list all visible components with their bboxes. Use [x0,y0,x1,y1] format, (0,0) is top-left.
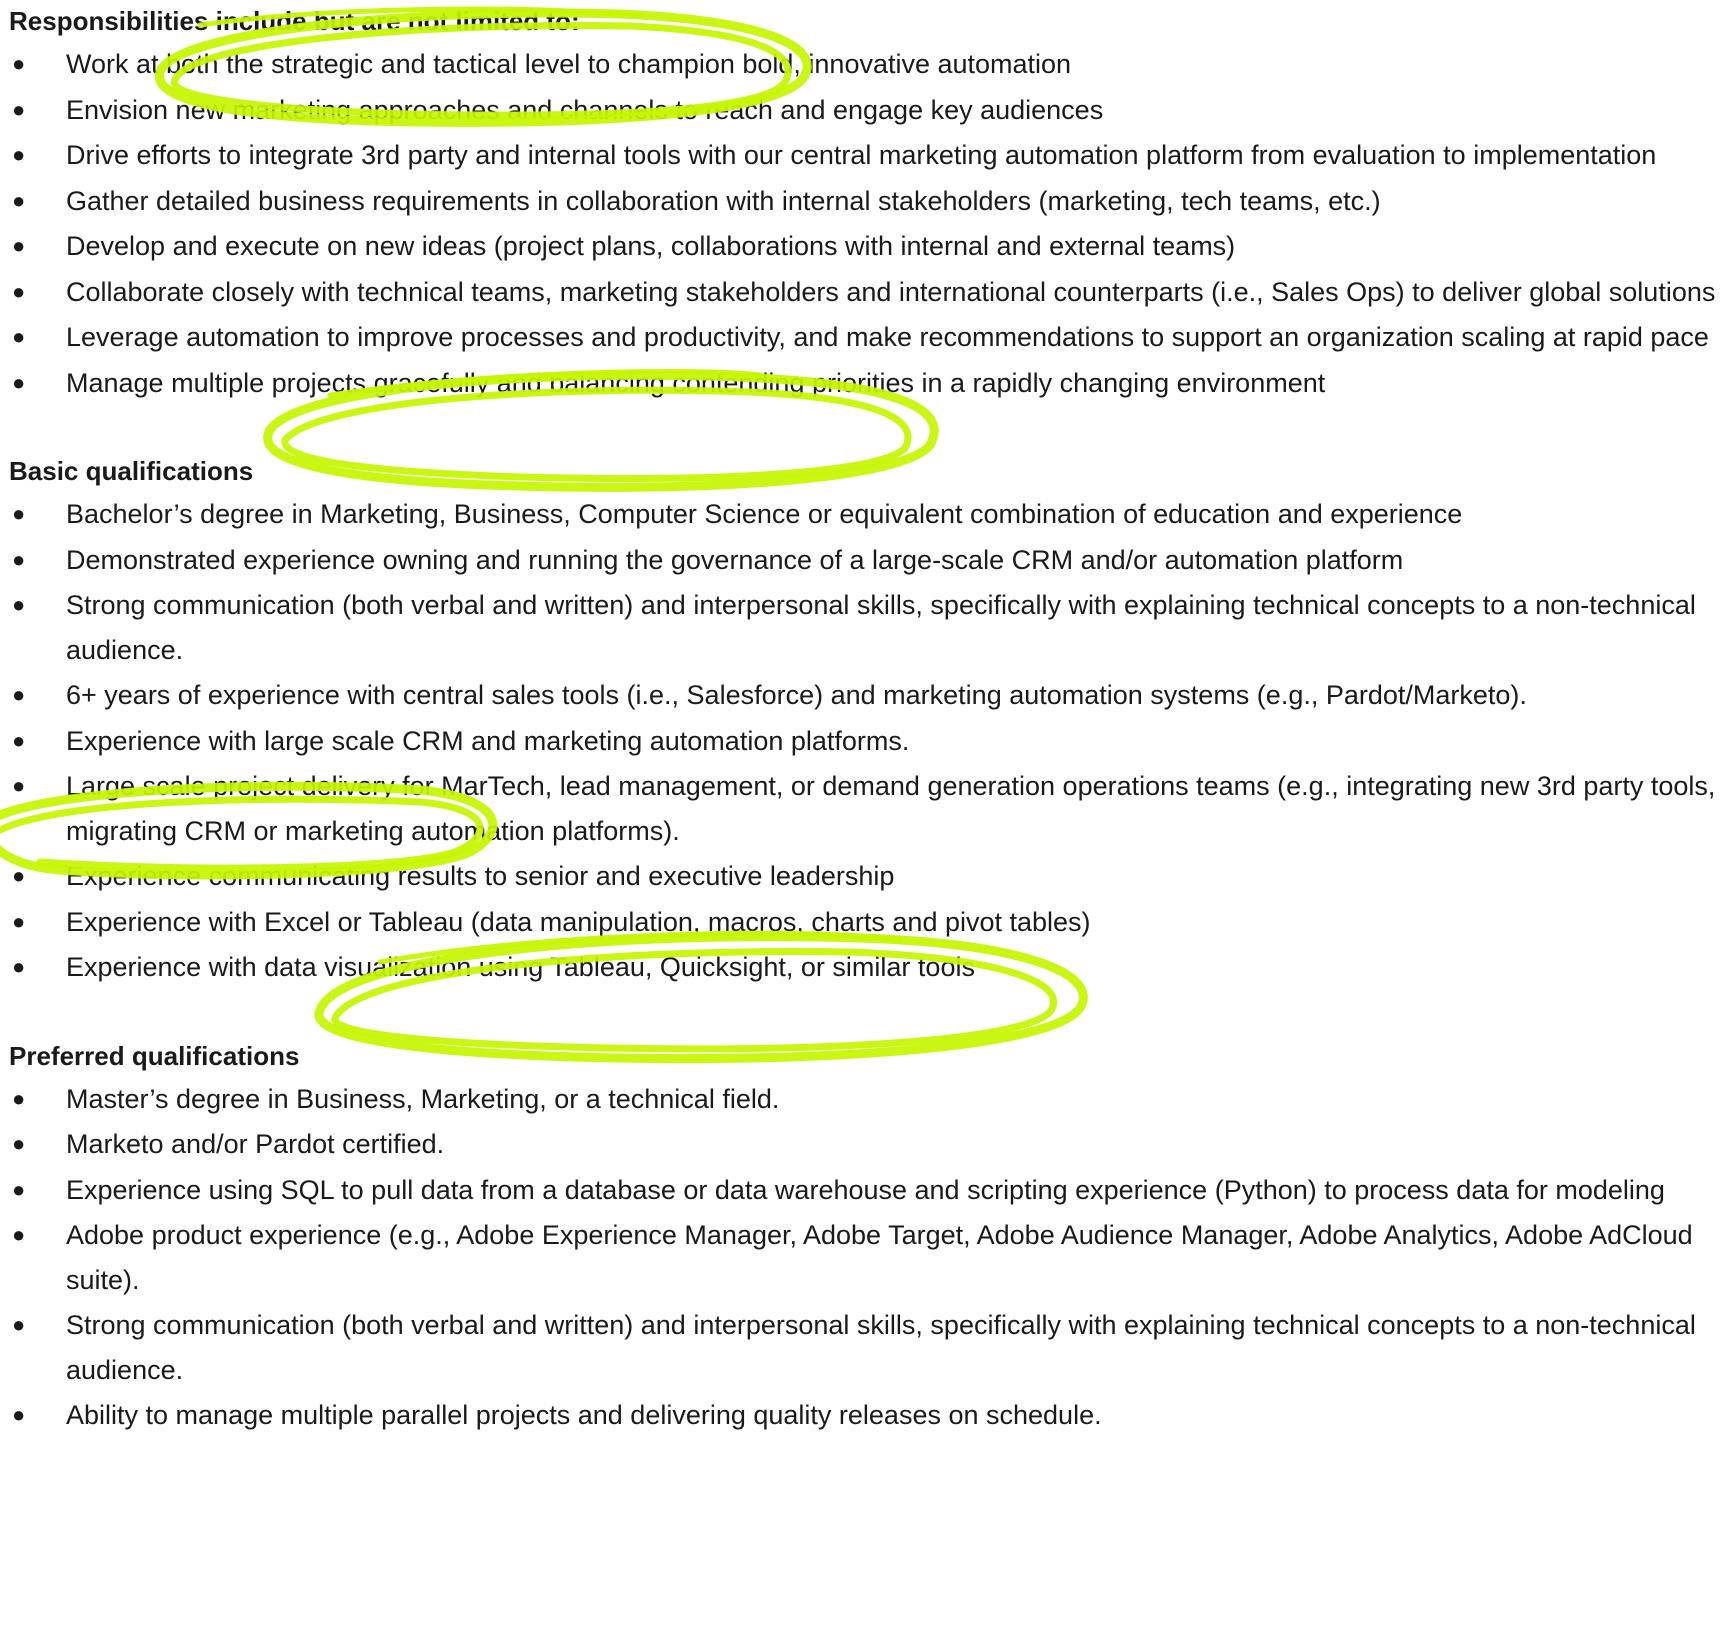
section-spacer [9,991,1721,1035]
list-item: ● Experience with Excel or Tableau (data manipulation, macros, charts and pivot tables) [9,900,1722,945]
bullet-icon: ● [12,592,26,617]
bullet-icon: ● [12,863,26,888]
bullet-icon: ● [12,954,26,979]
basic-qualifications-list [9,492,1721,990]
preferred-qualifications-heading: Preferred qualifications [9,1040,300,1071]
list-item: ● Work at both the strategic and tactical level to champion bold, innovative automation [9,42,1722,87]
list-item: ● Leverage automation to improve processes and productivity, and make recommendations to support an organization scaling at rapid pace [9,315,1722,360]
bullet-icon: ● [12,727,26,753]
responsibilities-heading: Responsibilities include but are not limited to: [9,6,580,36]
list-item: ● Marketo and/or Pardot certified. [9,1122,1722,1167]
bullet-icon: ● [12,1222,26,1247]
bullet-icon: ● [12,51,26,76]
list-item: ● Manage multiple projects gracefully and balancing contending priorities in a rapidly changing environment [9,361,1722,406]
bullet-icon: ● [12,1312,26,1337]
list-item: ● Experience communicating results to senior and executive leadership [9,854,1722,899]
list-item: ● Ability to manage multiple parallel projects and delivering quality releases on schedule. [9,1393,1722,1438]
bullet-icon: ● [12,1131,26,1156]
job-description-document [9,0,1721,1439]
list-item: ● Strong communication (both verbal and written) and interpersonal skills, specifically with explaining technical concepts to a non-technical audience. [9,583,1722,672]
list-item: ● Collaborate closely with technical teams, marketing stakeholders and international counterparts (i.e., Sales Ops) to deliver global solutions [9,270,1722,315]
bullet-icon: ● [12,501,26,526]
bullet-icon: ● [12,682,26,707]
bullet-icon: ● [12,773,26,798]
bullet-icon: ● [12,1085,26,1111]
responsibilities-list [9,42,1721,405]
preferred-qualifications-list [9,1077,1721,1438]
section-spacer [9,406,1721,450]
list-item: ● 6+ years of experience with central sales tools (i.e., Salesforce) and marketing automation systems (e.g., Pardot/Marketo). [9,673,1722,718]
list-item: ● Strong communication (both verbal and written) and interpersonal skills, specifically with explaining technical concepts to a non-technical audience. [9,1303,1722,1392]
bullet-icon: ● [12,546,26,572]
list-item: ● Large scale project delivery for MarTech, lead management, or demand generation operations teams (e.g., integrating new 3rd party tools, migrating CRM or marketing automation platforms). [9,764,1722,853]
bullet-icon: ● [12,324,26,349]
basic-qualifications-heading: Basic qualifications [9,456,254,486]
bullet-icon: ● [12,96,26,122]
bullet-icon: ● [12,187,26,213]
bullet-icon: ● [12,908,26,934]
list-item: ● Bachelor’s degree in Marketing, Business, Computer Science or equivalent combination of education and experience [9,492,1722,537]
bullet-icon: ● [12,278,26,304]
list-item: ● Experience with large scale CRM and marketing automation platforms. [9,719,1722,764]
list-item: ● Drive efforts to integrate 3rd party and internal tools with our central marketing automation platform from evaluation to implementation [9,133,1722,178]
bullet-icon: ● [12,369,26,395]
bullet-icon: ● [12,142,26,167]
list-item: ● Experience using SQL to pull data from a database or data warehouse and scripting experience (Python) to process data for modeling [9,1168,1722,1213]
list-item: ● Adobe product experience (e.g., Adobe Experience Manager, Adobe Target, Adobe Audience Manager, Adobe Analytics, Adobe AdCloud suite). [9,1213,1722,1302]
bullet-icon: ● [12,1402,26,1427]
list-item: ● Demonstrated experience owning and running the governance of a large-scale CRM and/or automation platform [9,538,1722,583]
bullet-icon: ● [12,233,26,258]
list-item: ● Develop and execute on new ideas (project plans, collaborations with internal and external teams) [9,224,1722,269]
list-item: ● Gather detailed business requirements in collaboration with internal stakeholders (marketing, tech teams, etc.) [9,179,1722,224]
bullet-icon: ● [12,1176,26,1202]
list-item: ● Envision new marketing approaches and channels to reach and engage key audiences [9,88,1722,133]
list-item: ● Master’s degree in Business, Marketing, or a technical field. [9,1077,1722,1122]
list-item: ● Experience with data visualization using Tableau, Quicksight, or similar tools [9,945,1722,990]
